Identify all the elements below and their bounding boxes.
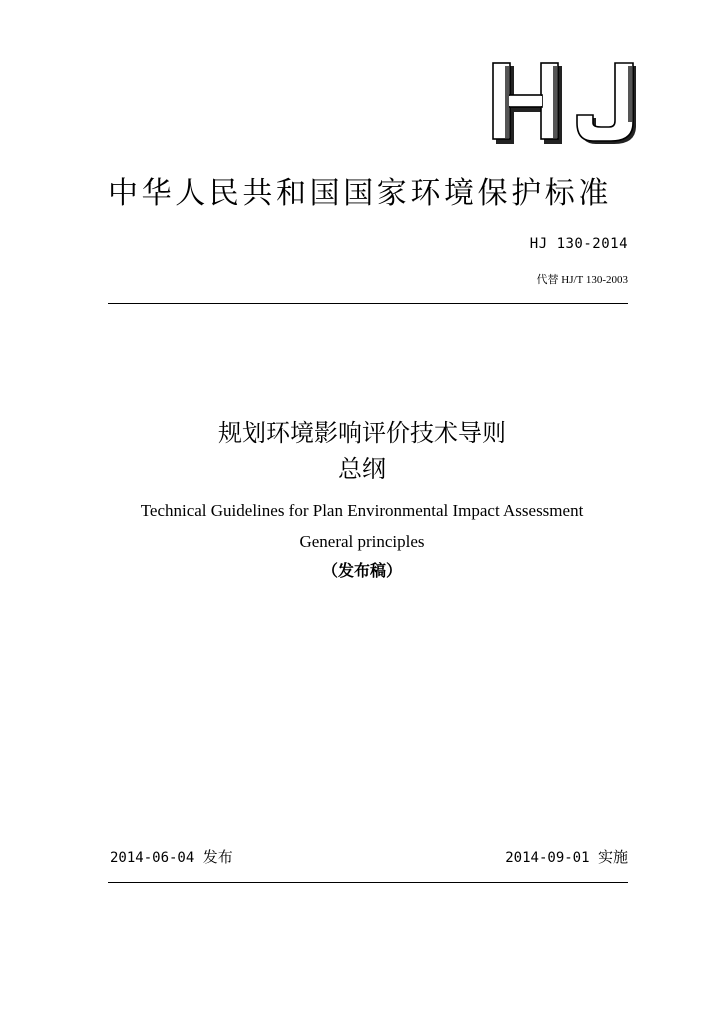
hj-logo-letter-j <box>577 63 636 144</box>
implementation-label: 实施 <box>597 848 628 866</box>
standard-category-title: 中华人民共和国国家环境保护标准 <box>108 176 612 211</box>
document-title-english: Technical Guidelines for Plan Environmental Impact Assessment <box>140 501 584 520</box>
document-status: （发布稿） <box>321 561 402 580</box>
document-subtitle-chinese: 总纲 <box>338 455 386 483</box>
document-subtitle-english: General principles <box>299 532 425 551</box>
header-divider <box>108 303 628 304</box>
implementation-date-line <box>505 846 628 867</box>
footer-divider <box>108 882 628 883</box>
issue-date-line <box>110 846 233 867</box>
issue-label: 发布 <box>202 848 233 866</box>
hj-logo <box>492 62 642 148</box>
issue-date: 2014-06-04 <box>110 850 195 866</box>
hj-logo-letter-h <box>493 63 562 144</box>
document-title-chinese: 规划环境影响评价技术导则 <box>218 419 506 447</box>
replaces-standard: 代替 HJ/T 130-2003 <box>536 274 628 286</box>
implementation-date: 2014-09-01 <box>505 850 590 866</box>
standard-number: HJ 130-2014 <box>529 236 628 252</box>
